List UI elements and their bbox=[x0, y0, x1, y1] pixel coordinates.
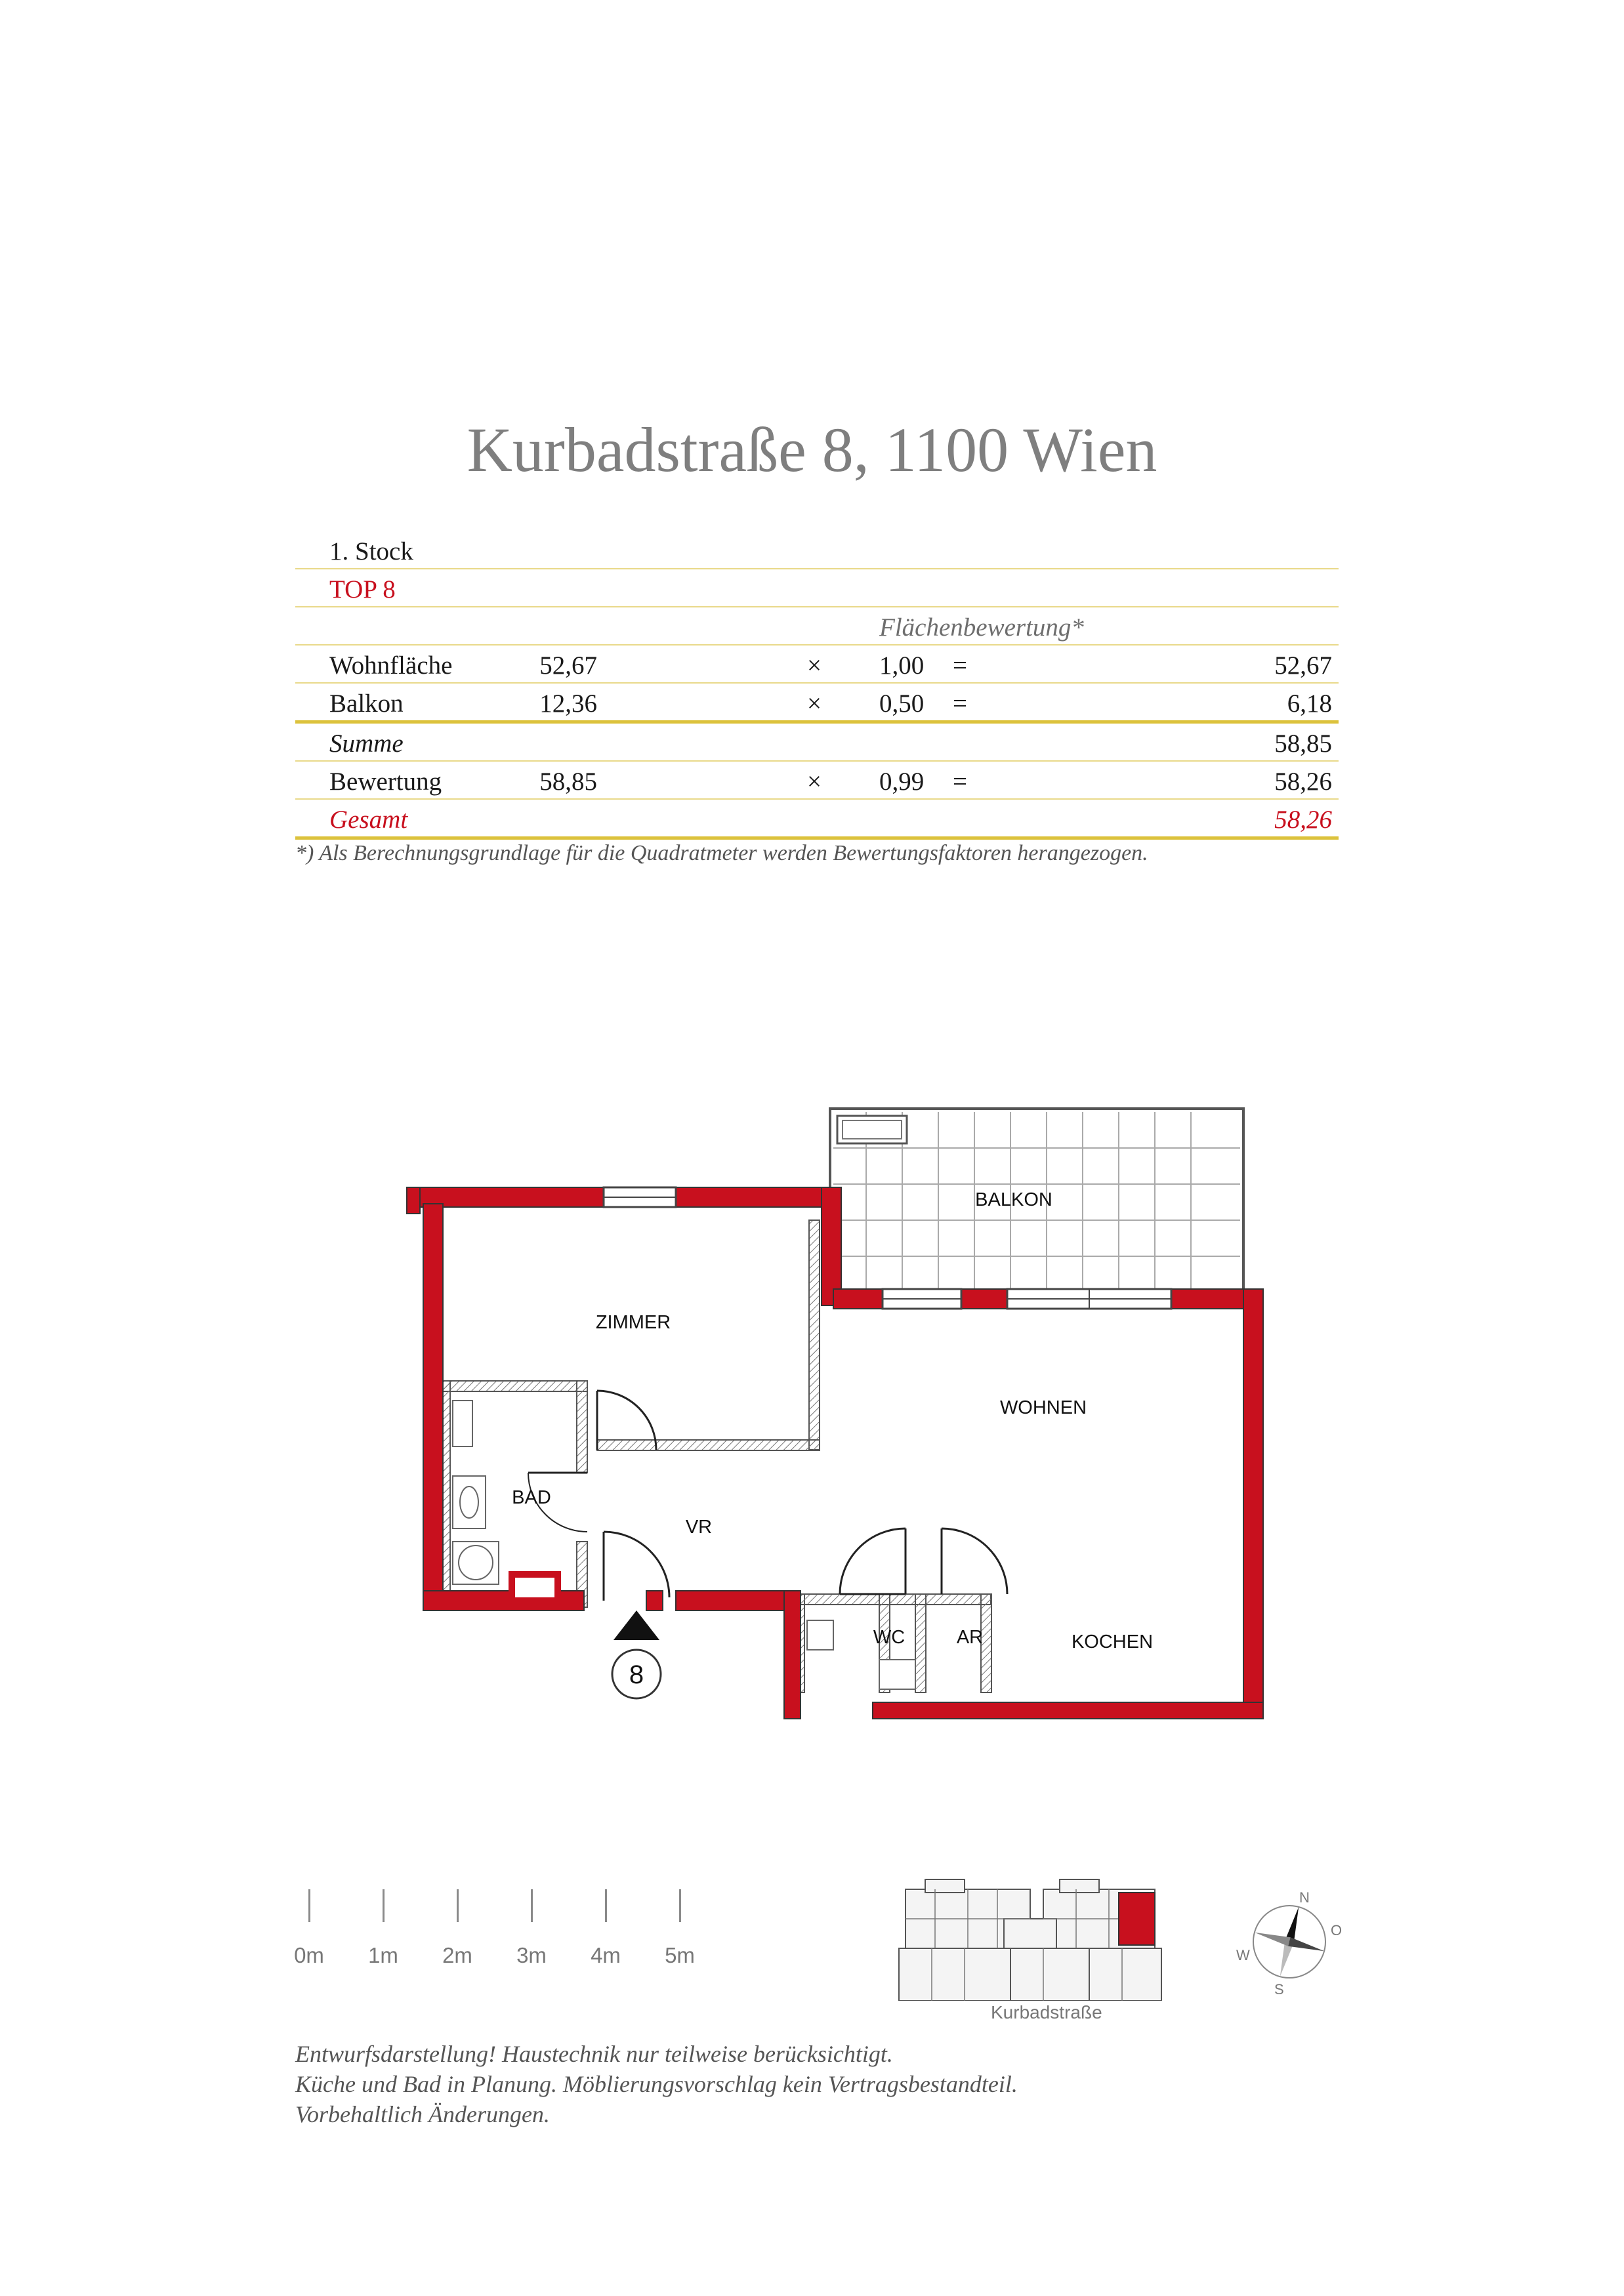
rating-area: 58,85 bbox=[539, 768, 597, 796]
rating-result: 58,26 bbox=[1274, 768, 1332, 796]
row-area: 52,67 bbox=[539, 651, 597, 680]
compass-west: W bbox=[1236, 1947, 1250, 1963]
room-label-balkon: BALKON bbox=[975, 1189, 1052, 1210]
scale-label: 0m bbox=[294, 1943, 324, 1967]
room-label-wohnen: WOHNEN bbox=[999, 1397, 1087, 1418]
scale-label: 2m bbox=[442, 1943, 472, 1967]
area-table bbox=[295, 531, 1339, 840]
compass-north: N bbox=[1299, 1889, 1310, 1906]
key-plan bbox=[886, 1863, 1201, 2001]
sum-result: 58,85 bbox=[1274, 729, 1332, 758]
doors bbox=[528, 1391, 1007, 1601]
times-sign: × bbox=[807, 689, 822, 718]
equals-sign: = bbox=[953, 768, 967, 796]
scale-tick bbox=[605, 1889, 607, 1922]
row-factor: 0,50 bbox=[879, 689, 925, 718]
factor-header: Flächenbewertung* bbox=[879, 613, 1084, 642]
total-row bbox=[295, 800, 1339, 840]
floor-plan bbox=[387, 1089, 1286, 1738]
row-label: Balkon bbox=[329, 689, 404, 718]
compass-east: O bbox=[1331, 1922, 1343, 1938]
floor-label: 1. Stock bbox=[329, 537, 413, 565]
table-row bbox=[295, 646, 1339, 684]
footnote: *) Als Berechnungsgrundlage für die Quadratmeter werden Bewertungsfaktoren herangezogen. bbox=[295, 841, 1148, 865]
equals-sign: = bbox=[953, 689, 967, 718]
room-label-ar: AR bbox=[956, 1627, 984, 1648]
scale-label: 5m bbox=[665, 1943, 695, 1967]
scale-tick bbox=[531, 1889, 533, 1922]
equals-sign: = bbox=[953, 651, 967, 680]
rating-row bbox=[295, 762, 1339, 800]
floor-row bbox=[295, 531, 1339, 569]
row-area: 12,36 bbox=[539, 689, 597, 718]
rating-label: Bewertung bbox=[329, 768, 442, 796]
rating-factor: 0,99 bbox=[879, 768, 925, 796]
room-label-bad: BAD bbox=[512, 1487, 551, 1508]
top-label: TOP 8 bbox=[329, 575, 396, 604]
page-title: Kurbadstraße 8, 1100 Wien bbox=[467, 415, 1157, 485]
table-row bbox=[295, 684, 1339, 724]
top-row bbox=[295, 569, 1339, 607]
scale-tick bbox=[679, 1889, 681, 1922]
scale-label: 3m bbox=[516, 1943, 547, 1967]
row-result: 52,67 bbox=[1274, 651, 1332, 680]
disclaimer-line: Vorbehaltlich Änderungen. bbox=[295, 2101, 550, 2127]
row-factor: 1,00 bbox=[879, 651, 925, 680]
disclaimer-line: Küche und Bad in Planung. Möblierungsvorschlag kein Vertragsbestandteil. bbox=[295, 2071, 1018, 2097]
times-sign: × bbox=[807, 651, 822, 680]
room-label-kochen: KOCHEN bbox=[1071, 1631, 1154, 1652]
disclaimer-line: Entwurfsdarstellung! Haustechnik nur teilweise berücksichtigt. bbox=[295, 2041, 893, 2067]
factor-header-row bbox=[295, 607, 1339, 646]
scale-bar bbox=[289, 1889, 709, 1981]
scale-tick bbox=[383, 1889, 385, 1922]
key-plan-highlight bbox=[1119, 1893, 1155, 1945]
total-result: 58,26 bbox=[1274, 806, 1332, 834]
times-sign: × bbox=[807, 768, 822, 796]
street-label: Kurbadstraße bbox=[991, 2002, 1102, 2022]
entrance-number: 8 bbox=[629, 1660, 644, 1689]
row-result: 6,18 bbox=[1287, 689, 1332, 718]
total-label: Gesamt bbox=[329, 806, 408, 834]
sum-row bbox=[295, 724, 1339, 762]
disclaimer bbox=[295, 2039, 1018, 2129]
room-label-wc: WC bbox=[873, 1627, 906, 1648]
scale-tick bbox=[457, 1889, 459, 1922]
room-label-zimmer: ZIMMER bbox=[595, 1312, 671, 1333]
entrance-arrow-icon bbox=[614, 1610, 659, 1640]
scale-tick bbox=[308, 1889, 310, 1922]
row-label: Wohnfläche bbox=[329, 651, 453, 680]
room-label-vr: VR bbox=[685, 1517, 713, 1538]
scale-label: 1m bbox=[368, 1943, 398, 1967]
compass-south: S bbox=[1274, 1981, 1284, 1998]
scale-label: 4m bbox=[591, 1943, 621, 1967]
compass-icon bbox=[1234, 1883, 1352, 2001]
sum-label: Summe bbox=[329, 729, 404, 758]
